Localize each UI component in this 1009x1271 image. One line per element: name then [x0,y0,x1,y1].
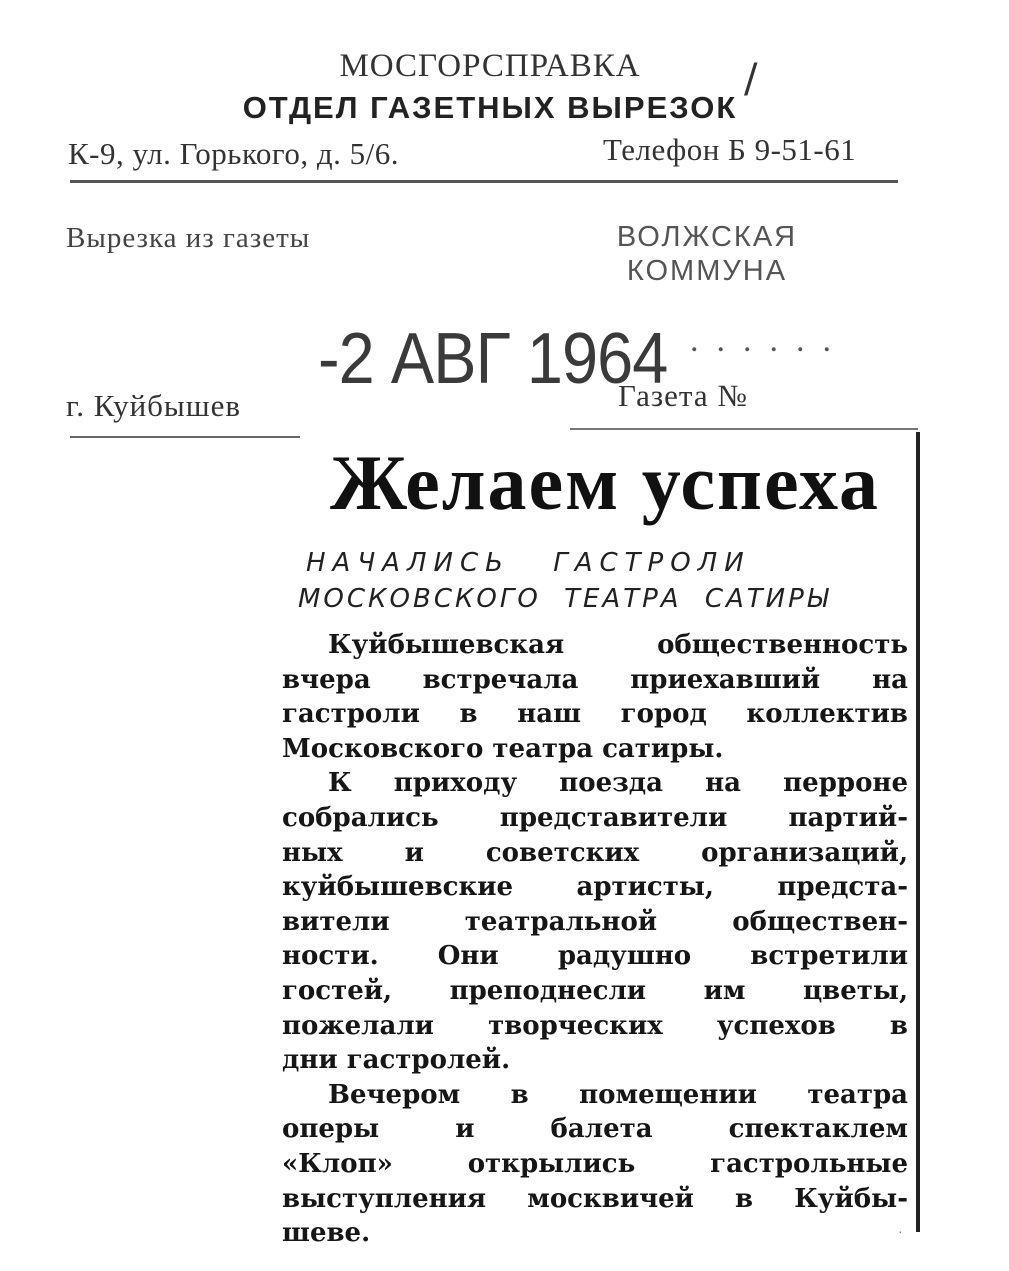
office-phone: Телефон Б 9-51-61 [603,132,857,167]
city-label: г. Куйбышев [66,388,242,423]
article-line: гостей, преподнесли им цветы, [282,975,908,1006]
dotted-fill-line: ...... [690,322,849,359]
pen-check-mark: / [744,56,758,102]
article-line: ности. Они радушно встретили [282,941,908,972]
column-rule [916,432,920,1232]
stray-mark: · [898,1226,903,1241]
department-name: ОТДЕЛ ГАЗЕТНЫХ ВЫРЕЗОК [242,90,738,125]
article-line: К приходу поезда на перроне [328,768,908,799]
article-body [282,628,908,1251]
article-line: куйбышевские артисты, предста- [282,872,908,903]
article-line: вители театральной обществен- [282,906,908,937]
article-line: дни гастролей. [282,1045,511,1076]
article-line: ных и советских организаций, [282,837,908,868]
organization-name: МОСГОРСПРАВКА [339,48,641,84]
article-line: пожелали творческих успехов в [282,1010,908,1041]
article-line: Вечером в помещении театра [328,1079,908,1110]
gazette-number-label: Газета № [618,378,748,413]
office-address: К-9, ул. Горького, д. 5/6. [68,136,400,171]
article-line: вчера встречала приехавший на [282,664,908,695]
article-line: оперы и балета спектаклем [282,1114,908,1145]
article-subheading-line-1: НАЧАЛИСЬ ГАСТРОЛИ [306,548,751,578]
article-subheading-line-2: МОСКОВСКОГО ТЕАТРА САТИРЫ [298,584,832,614]
article-line: «Клоп» открылись гастрольные [282,1148,908,1179]
date-stamp: -2 АВГ 1964 [318,319,668,399]
gazette-underline [570,428,918,430]
newspaper-name: ВОЛЖСКАЯ КОММУНА [616,221,798,287]
article-line: Куйбышевская общественность [328,630,908,660]
city-underline [70,436,300,438]
article-line: шеве. [282,1218,371,1249]
article-line: гастроли в наш город коллектив [282,699,908,730]
clipping-label: Вырезка из газеты [66,222,311,254]
article-headline: Желаем успеха [330,439,880,526]
article-line: выступления москвичей в Куйбы- [282,1183,908,1214]
article-line: Московского театра сатиры. [282,733,724,764]
header-divider [70,180,898,183]
article-line: собрались представители партий- [282,802,908,833]
